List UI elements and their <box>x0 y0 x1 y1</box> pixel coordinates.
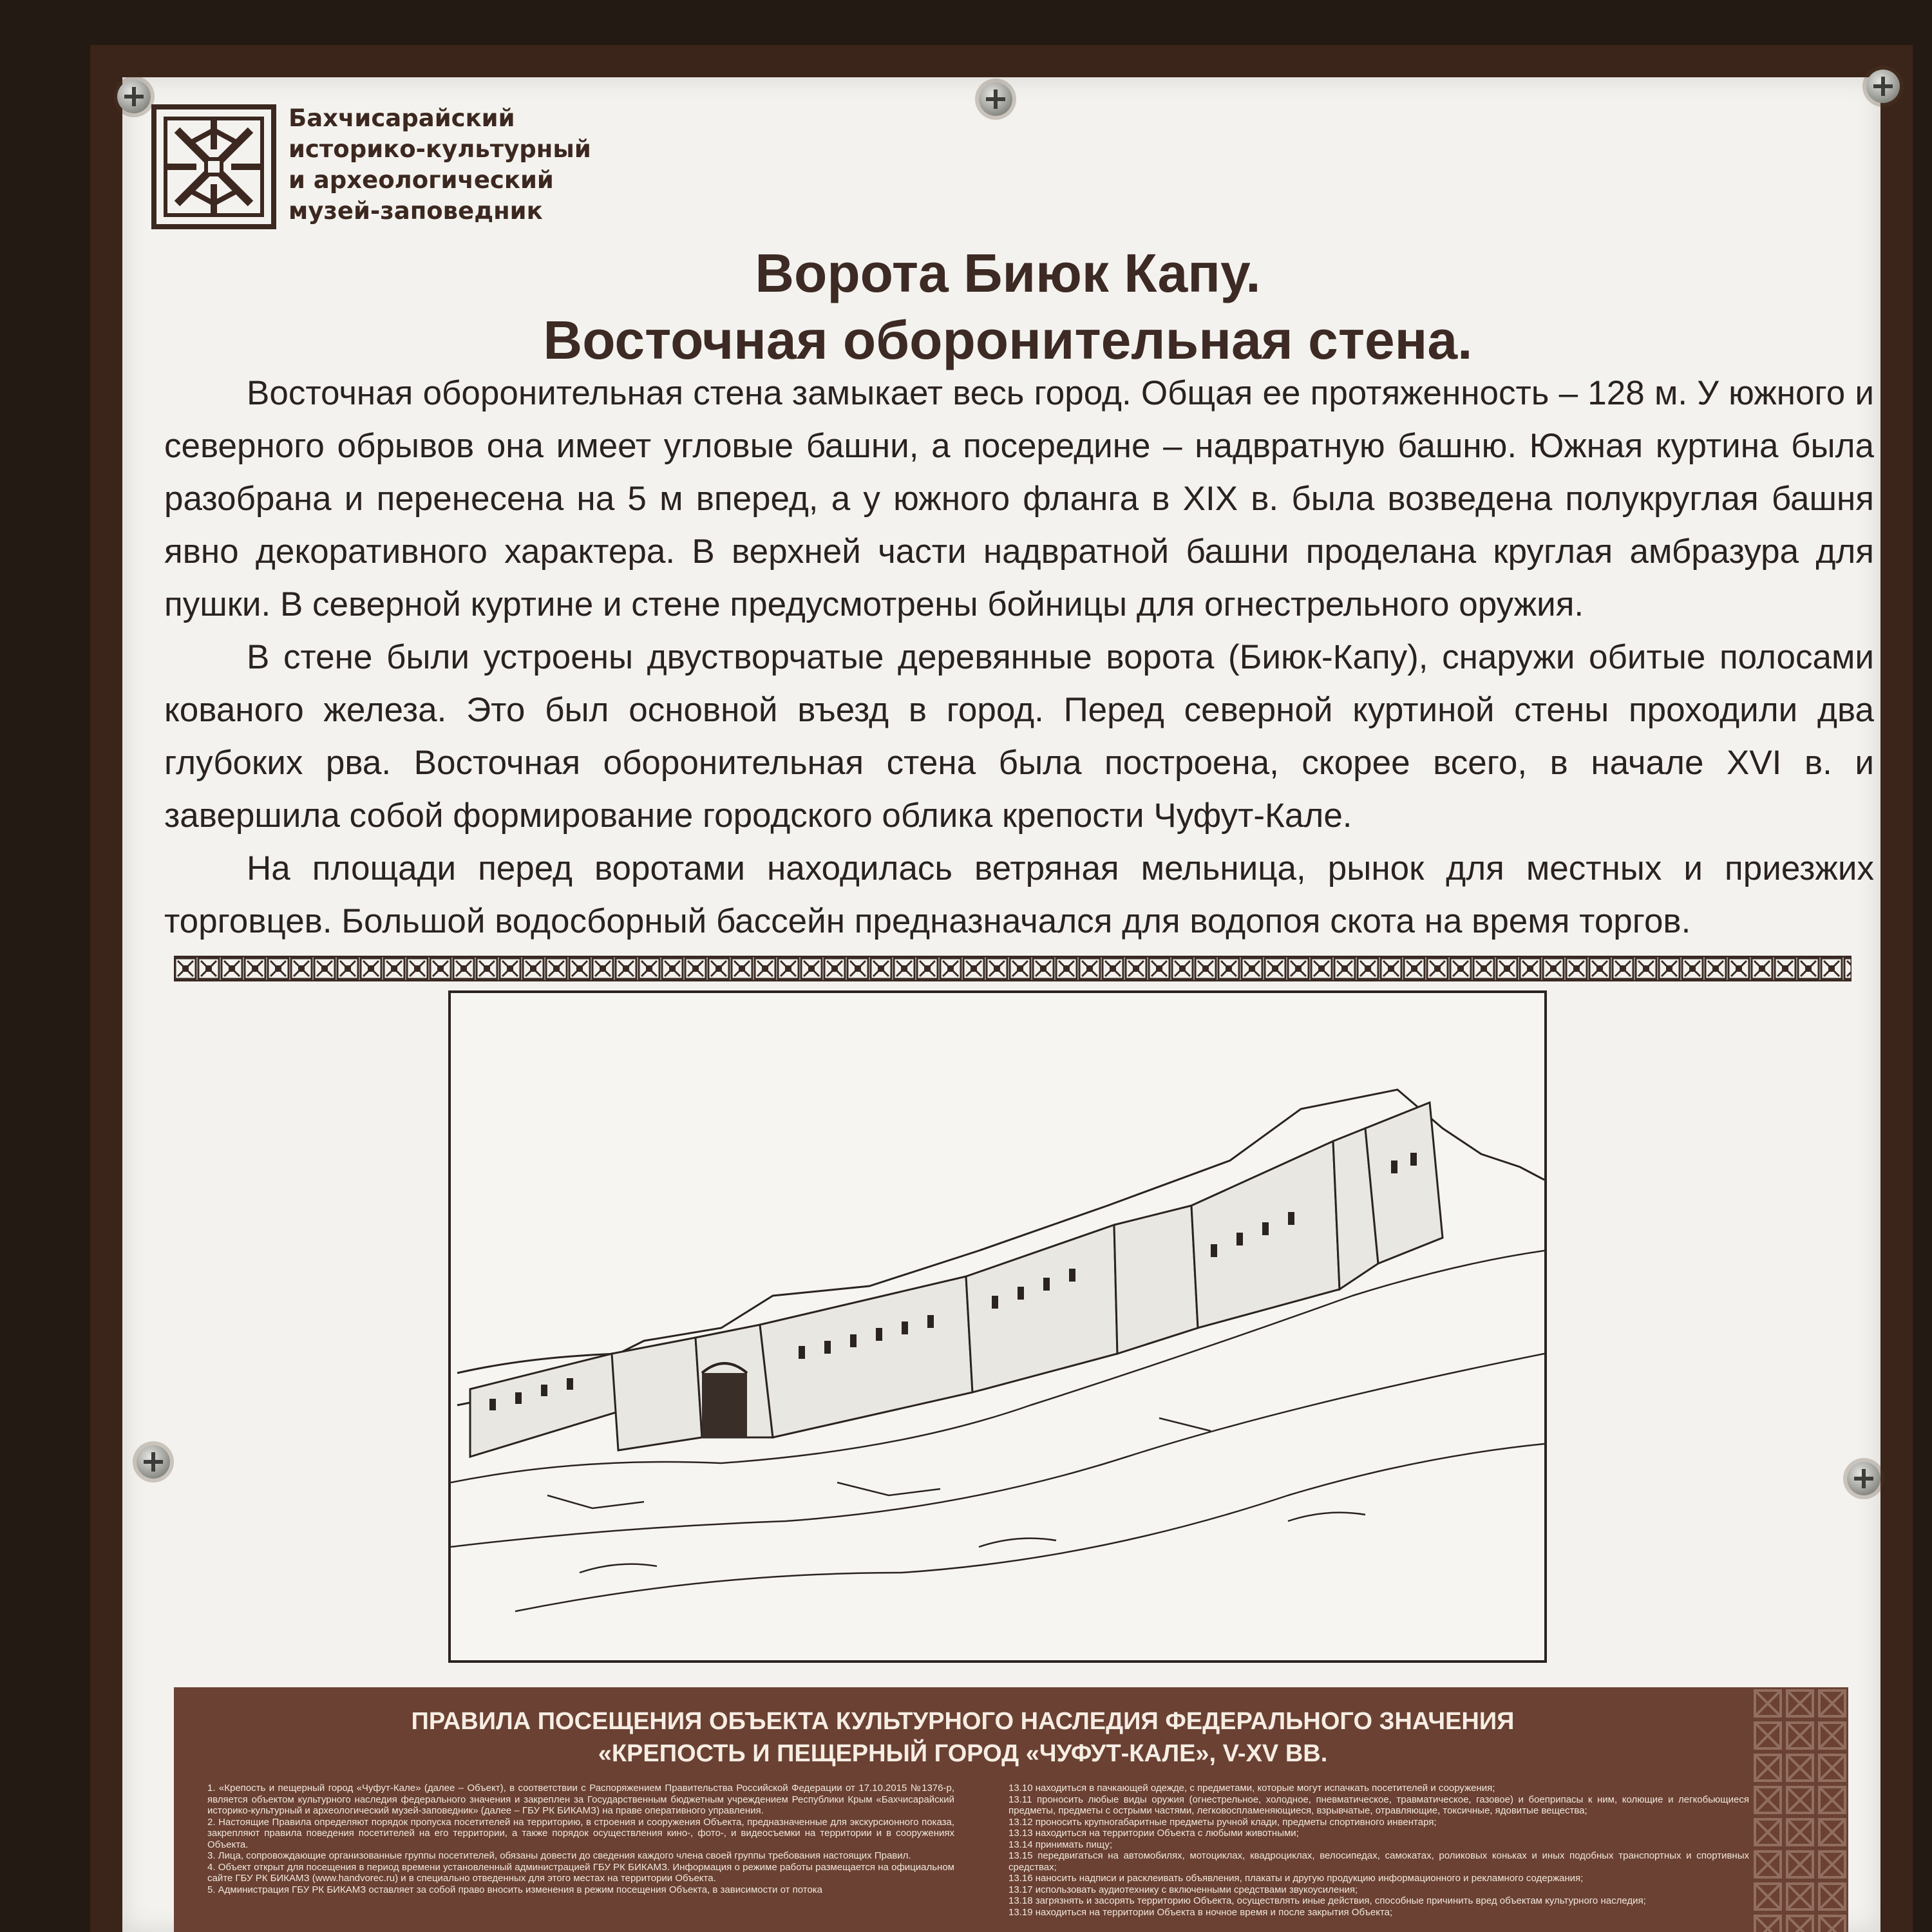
rule-item: 13.18 загрязнять и засорять территорию Объекта, осуществлять иные действия, способные причинить вред объектам культурного наследия; <box>1009 1895 1646 1906</box>
rule-item: 13.16 наносить надписи и расклеивать объявления, плакаты и другую продукцию информационного и рекламного содержания; <box>1009 1873 1584 1884</box>
rules-title-line-1: ПРАВИЛА ПОСЕЩЕНИЯ ОБЪЕКТА КУЛЬТУРНОГО НАСЛЕДИЯ ФЕДЕРАЛЬНОГО ЗНАЧЕНИЯ <box>411 1708 1515 1735</box>
museum-name-line: Бахчисарайский <box>289 104 515 132</box>
screw-icon <box>117 80 151 113</box>
rule-item: 5. Администрация ГБУ РК БИКАМЗ оставляет за собой право вносить изменения в режим посещения Объекта, в зависимости от потока <box>207 1884 823 1895</box>
screw-icon <box>1866 70 1900 103</box>
museum-name <box>289 103 623 227</box>
paragraph: В стене были устроены двустворчатые деревянные ворота (Биюк-Капу), снаружи обитые полосами кованого железа. Это был основной въезд в город. Перед северной куртиной стены проходили два глубоких рва. Восточная оборонительная стена была построена, скорее всего, в начале XVI в. и завершила собой формирование городского облика крепости Чуфут-Кале. <box>164 638 1874 835</box>
description-text <box>164 367 1874 948</box>
museum-logo-icon <box>151 104 276 229</box>
rules-column-right <box>1009 1783 1749 1918</box>
rule-item: 13.15 передвигаться на автомобилях, мотоциклах, квадроциклах, велосипедах, самокатах, роликовых коньках и иных подобных транспортных и спортивных средствах; <box>1009 1850 1749 1873</box>
rule-item: 1. «Крепость и пещерный город «Чуфут-Кале» (далее – Объект), в соответствии с Распоряжением Правительства Российской Федерации от 17.10.2015 №1376-р, является объектом культурного наследия федерального значения и закреплен за Государственным бюджетным учреждением Республики Крым «Бахчисарайский историко-культурный и археологический музей-заповедник» (далее – ГБУ РК БИКАМЗ) на праве оперативного управления. <box>207 1783 954 1816</box>
screw-icon <box>1847 1462 1880 1495</box>
rule-item: 13.14 принимать пищу; <box>1009 1839 1113 1850</box>
paragraph: Восточная оборонительная стена замыкает весь город. Общая ее протяженность – 128 м. У южного и северного обрывов она имеет угловые башни, а посередине – надвратную башню. Южная куртина была разобрана и перенесена на 5 м вперед, а у южного фланга в XIX в. была возведена полукруглая башня явно декоративного характера. В верхней части надвратной башни проделана круглая амбразура для пушки. В северной куртине и стене предусмотрены бойницы для огнестрельного оружия. <box>164 374 1874 623</box>
museum-name-line: и археологический <box>289 166 554 194</box>
rules-title <box>174 1705 1752 1770</box>
rule-item: 13.11 проносить любые виды оружия (огнестрельное, холодное, пневматическое, травматическое, газовое) и боеприпасы к ним, колющие и легкобьющиеся предметы, предметы с острыми частями, легковоспламеняющиеся, взрывчатые, отравляющие, токсичные, ядовитые вещества; <box>1009 1794 1749 1816</box>
screw-icon <box>979 82 1012 116</box>
title-line-2: Восточная оборонительная стена. <box>543 310 1473 370</box>
sign-title <box>129 240 1887 374</box>
rule-item: 2. Настоящие Правила определяют порядок пропуска посетителей на территорию, в строения и сооружения Объекта, предназначенные для экскурсионного показа, закрепляют правила поведения посетителей на его территории, а также порядок осуществления кино-, фото-, и видеосъемки на территории и в сооружениях Объекта. <box>207 1816 954 1850</box>
rule-item: 13.10 находиться в пачкающей одежде, с предметами, которые могут испачкать посетителей и сооружения; <box>1009 1783 1495 1794</box>
rules-title-line-2: «КРЕПОСТЬ И ПЕЩЕРНЫЙ ГОРОД «ЧУФУТ-КАЛЕ», V-XV ВВ. <box>598 1740 1328 1767</box>
rules-column-left <box>207 1783 954 1895</box>
fortress-wall-drawing <box>448 990 1547 1663</box>
paragraph: На площади перед воротами находилась ветряная мельница, рынок для местных и приезжих торговцев. Большой водосборный бассейн предназначался для водопоя скота на время торгов. <box>164 849 1874 940</box>
rule-item: 4. Объект открыт для посещения в период времени установленный администрацией ГБУ РК БИКАМЗ. Информация о режиме работы размещается на официальном сайте ГБУ РК БИКАМЗ (www.handvorec.ru) и в специально отведенных для этого местах на территории Объекта. <box>207 1861 954 1884</box>
visiting-rules-panel <box>174 1687 1848 1932</box>
rule-item: 13.17 использовать аудиотехнику с включенными средствами звукоусиления; <box>1009 1884 1358 1895</box>
ornament-divider <box>174 956 1852 981</box>
title-line-1: Ворота Биюк Капу. <box>755 243 1261 303</box>
rule-item: 3. Лица, сопровождающие организованные группы посетителей, обязаны довести до сведения каждого члена своей группы требования настоящих Правил. <box>207 1850 911 1861</box>
rule-item: 13.13 находиться на территории Объекта с любыми животными; <box>1009 1828 1299 1839</box>
museum-name-line: историко-культурный <box>289 135 591 163</box>
screw-icon <box>137 1445 170 1479</box>
rule-item: 13.19 находиться на территории Объекта в ночное время и после закрытия Объекта; <box>1009 1906 1393 1918</box>
ornament-pattern-icon <box>1752 1687 1848 1932</box>
rule-item: 13.12 проносить крупногабаритные предметы ручной клади, предметы спортивного инвентаря; <box>1009 1816 1437 1828</box>
museum-name-line: музей-заповедник <box>289 197 543 225</box>
